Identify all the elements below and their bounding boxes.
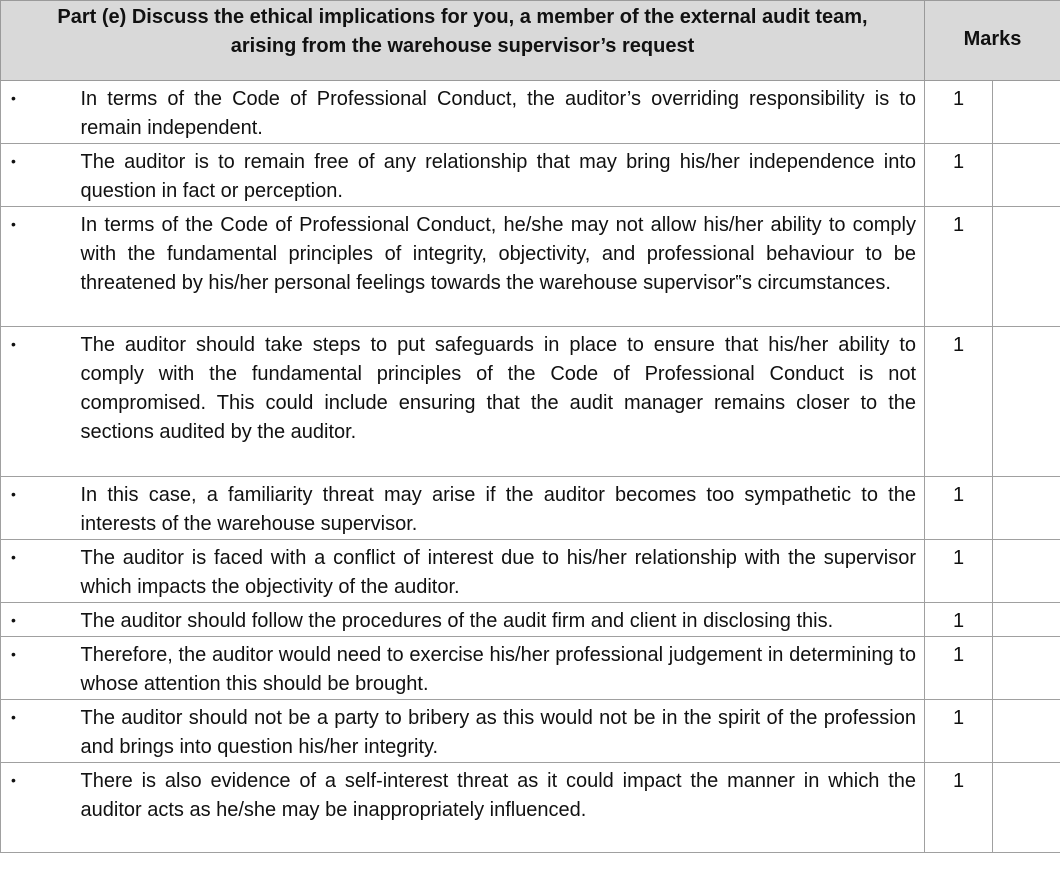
table-header-row [1, 1, 1060, 81]
bullet-cell [1, 637, 71, 700]
row-mark: 1 [925, 637, 993, 700]
table-row [1, 207, 1060, 327]
row-mark: 1 [925, 81, 993, 144]
question-heading-line-2: arising from the warehouse supervisor’s request [230, 35, 695, 57]
row-mark: 1 [925, 144, 993, 207]
table-row [1, 763, 1060, 853]
row-text: The auditor should take steps to put safeguards in place to ensure that his/her ability to comply with the fundamental principles of the Code of Professional Conduct is not compromised. This could include ensuring that the audit manager remains closer to the sections audited by the auditor. [71, 327, 925, 477]
bullet-cell [1, 477, 71, 540]
question-heading-line-1: Part (e) Discuss the ethical implications for you, a member of the external audit team, [57, 6, 868, 28]
question-heading [1, 1, 925, 81]
bullet-cell [1, 603, 71, 637]
row-mark: 1 [925, 540, 993, 603]
table-row [1, 540, 1060, 603]
row-text: In terms of the Code of Professional Conduct, the auditor’s overriding responsibility is to remain independent. [71, 81, 925, 144]
row-blank-cell [993, 477, 1060, 540]
bullet-icon: • [11, 90, 16, 106]
table-row [1, 144, 1060, 207]
bullet-cell [1, 700, 71, 763]
bullet-icon: • [11, 612, 16, 628]
row-blank-cell [993, 540, 1060, 603]
bullet-icon: • [11, 486, 16, 502]
bullet-icon: • [11, 772, 16, 788]
row-blank-cell [993, 763, 1060, 853]
bullet-cell [1, 540, 71, 603]
bullet-cell [1, 327, 71, 477]
row-text: The auditor is to remain free of any relationship that may bring his/her independence into question in fact or perception. [71, 144, 925, 207]
row-blank-cell [993, 81, 1060, 144]
row-text: The auditor should not be a party to bribery as this would not be in the spirit of the profession and brings into question his/her integrity. [71, 700, 925, 763]
bullet-icon: • [11, 153, 16, 169]
table-row [1, 637, 1060, 700]
row-text: The auditor should follow the procedures of the audit firm and client in disclosing this. [71, 603, 925, 637]
table-row [1, 603, 1060, 637]
row-mark: 1 [925, 603, 993, 637]
row-text: Therefore, the auditor would need to exercise his/her professional judgement in determining to whose attention this should be brought. [71, 637, 925, 700]
table-row [1, 327, 1060, 477]
bullet-icon: • [11, 549, 16, 565]
bullet-cell [1, 763, 71, 853]
row-blank-cell [993, 637, 1060, 700]
row-mark: 1 [925, 477, 993, 540]
row-mark: 1 [925, 763, 993, 853]
table-row [1, 700, 1060, 763]
row-blank-cell [993, 327, 1060, 477]
table-row [1, 477, 1060, 540]
bullet-icon: • [11, 646, 16, 662]
bullet-icon: • [11, 216, 16, 232]
row-blank-cell [993, 603, 1060, 637]
row-mark: 1 [925, 700, 993, 763]
bullet-icon: • [11, 336, 16, 352]
row-blank-cell [993, 700, 1060, 763]
row-text: In this case, a familiarity threat may arise if the auditor becomes too sympathetic to the interests of the warehouse supervisor. [71, 477, 925, 540]
bullet-cell [1, 81, 71, 144]
bullet-icon: • [11, 709, 16, 725]
table-row [1, 81, 1060, 144]
marks-heading: Marks [925, 1, 1060, 81]
row-text: The auditor is faced with a conflict of interest due to his/her relationship with the supervisor which impacts the objectivity of the auditor. [71, 540, 925, 603]
bullet-cell [1, 207, 71, 327]
row-mark: 1 [925, 327, 993, 477]
row-blank-cell [993, 144, 1060, 207]
row-blank-cell [993, 207, 1060, 327]
row-text: There is also evidence of a self-interest threat as it could impact the manner in which the auditor acts as he/she may be inappropriately influenced. [71, 763, 925, 853]
row-mark: 1 [925, 207, 993, 327]
bullet-cell [1, 144, 71, 207]
row-text: In terms of the Code of Professional Conduct, he/she may not allow his/her ability to comply with the fundamental principles of integrity, objectivity, and professional behaviour to be threatened by his/her personal feelings towards the warehouse supervisor‟s circumstances. [71, 207, 925, 327]
